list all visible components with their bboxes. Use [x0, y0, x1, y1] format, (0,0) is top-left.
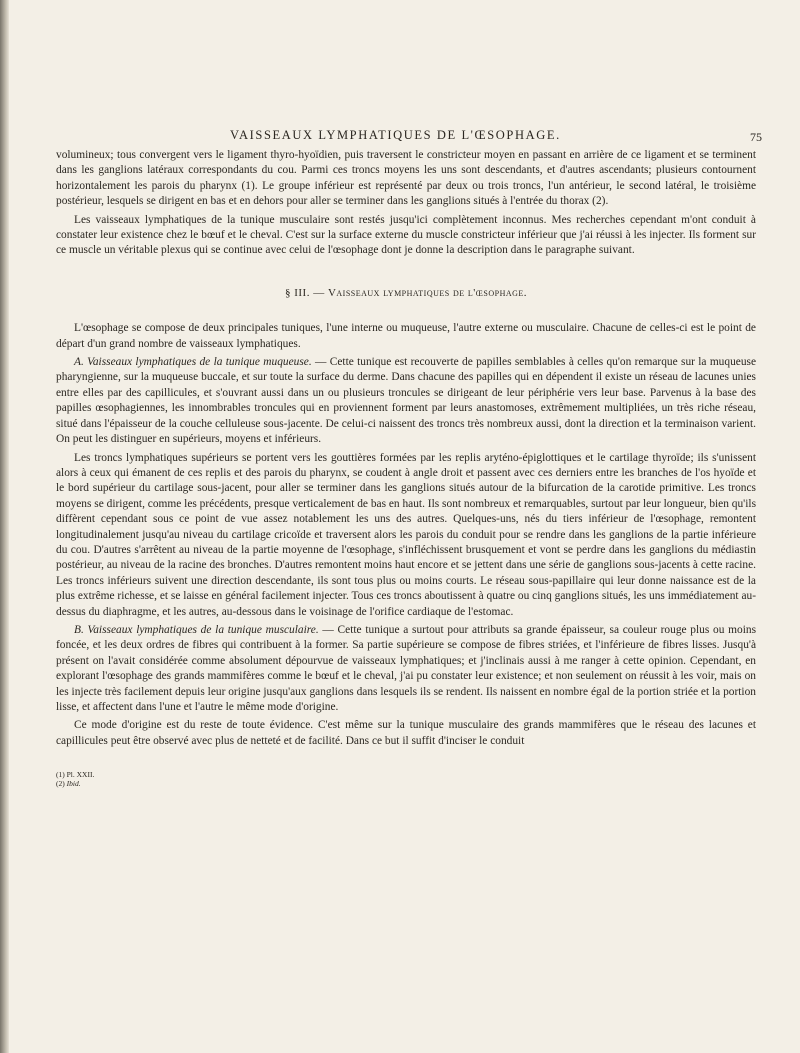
- footnote-number: (2): [56, 779, 65, 789]
- paragraph: [56, 355, 756, 447]
- section-heading: [56, 286, 756, 301]
- paragraph: L'œsophage se compose de deux principales tuniques, l'une interne ou muqueuse, l'autre externe ou musculaire. Chacune de celles-ci est le point de départ d'un grand nombre de vaisseaux lymphatiques.: [56, 322, 756, 350]
- binding-edge: [0, 0, 9, 1053]
- paragraph: [56, 623, 756, 715]
- running-title: VAISSEAUX LYMPHATIQUES DE L'ŒSOPHAGE.: [230, 128, 561, 142]
- section-heading-text: Vaisseaux lymphatiques de l'œsophage.: [327, 286, 528, 299]
- page-body: [56, 128, 762, 789]
- paragraph: Les troncs lymphatiques supérieurs se portent vers les gouttières formées par les replis aryténo-épiglottiques et le cartilage thyroïde; ils s'unissent alors à ceux qui émanent de ces replis et des parois du pharynx, se coudent à angle droit et passent avec ces derniers entre les branches de l'os hyoïde et le bord supérieur du cartilage sous-jacent, pour aller se terminer dans les ganglions situés autour de la bifurcation de la carotide primitive. Les troncs moyens se dirigent, comme les précédents, presque verticalement de bas en haut. Ils sont nombreux et remarquables, surtout par leur longueur, bien qu'ils diffèrent cependant sous ce point de vue assez notablement les uns des autres. Quelques-uns, nés du tiers inférieur de l'œsophage, remontent longitudinalement jusqu'au niveau du cartilage cricoïde et traversent alors les parois du conduit pour se rendre dans les ganglions de la partie inférieure du cou. D'autres s'arrêtent au niveau de la partie moyenne de l'œsophage, s'infléchissent brusquement et vont se perdre dans les ganglions du médiastin postérieur, au niveau de la racine des bronches. D'autres remontent moins haut encore et se jettent dans une série de ganglions sous-jacents à cette racine. Les troncs inférieurs suivent une direction descendante, ils sont tous plus ou moins courts. Le réseau sous-papillaire qui leur donne naissance est de la plus extrême richesse, et se laisse en général facilement injecter. Tous ces troncs aboutissent à quatre ou cinq ganglions situés, les uns immédiatement au-dessus du diaphragme, et les autres, au-dessous dans le voisinage de l'orifice cardiaque de l'estomac.: [56, 451, 756, 618]
- paragraph: Les vaisseaux lymphatiques de la tunique musculaire sont restés jusqu'ici complètement inconnus. Mes recherches cependant m'ont conduit à constater leur existence chez le bœuf et le cheval. C'est sur la surface externe du muscle constricteur inférieur que j'ai réussi à les injecter. Ils forment sur ce muscle un véritable plexus qui se continue avec celui de l'œsophage dont je donne la description dans le paragraphe suivant.: [56, 213, 756, 257]
- footnotes: [56, 770, 756, 788]
- page-number: 75: [750, 130, 762, 144]
- paragraph: Ce mode d'origine est du reste de toute évidence. C'est même sur la tunique musculaire des grands mammifères que le réseau des lacunes et capillicules peut être observé avec plus de netteté et de facilité. Dans ce but il suffit d'inciser le conduit: [56, 719, 756, 747]
- paragraph: volumineux; tous convergent vers le ligament thyro-hyoïdien, puis traversent le constricteur moyen en passant en arrière de ce ligament et se terminent dans les ganglions latéraux correspondants du cou. Parmi ces troncs moyens les uns sont descendants, et d'autres ascendants; plusieurs contournent horizontalement les parois du pharynx (1). Le groupe inférieur est représenté par deux ou trois troncs, l'un antérieur, le second latéral, le troisième postérieur, lesquels se dirigent en bas et en dehors pour aller se terminer dans les ganglions situés à l'entrée du thorax (2).: [56, 149, 756, 208]
- footnote-text: Ibid.: [66, 779, 81, 789]
- subsection-lead: B. Vaisseaux lymphatiques de la tunique musculaire.: [74, 623, 319, 636]
- paragraph-text: — Cette tunique a surtout pour attributs sa grande épaisseur, sa couleur rouge plus ou moins foncée, et les deux ordres de fibres qui contribuent à la former. Sa partie supérieure se compose de fibres striées, et l'inférieure de fibres lisses. Jusqu'à présent on l'avait considérée comme absolument dépourvue de vaisseaux lymphatiques; et j'inclinais aussi à me ranger à cette opinion. Cependant, en explorant l'œsophage des grands mammifères comme le bœuf et le cheval, j'ai pu constater leur existence; et non seulement on réussit à les voir, mais on les injecte très facilement depuis leur origine jusqu'aux ganglions dans lesquels ils se rendent. Ils naissent en nombre égal de la portion striée et la portion lisse, et affectent dans l'une et l'autre le même mode d'origine.: [56, 623, 757, 713]
- running-head: [56, 128, 762, 148]
- footnote: (1) Pl. XXII.: [56, 770, 95, 780]
- body-text: [56, 148, 756, 749]
- subsection-lead: A. Vaisseaux lymphatiques de la tunique muqueuse.: [74, 356, 312, 369]
- paragraph-text: — Cette tunique est recouverte de papilles semblables à celles qu'on remarque sur la muqueuse pharyngienne, sur la muqueuse buccale, et sur toute la surface du derme. Dans chacune des papilles qui en dépendent il existe un réseau de lacunes unies entre elles par des capillicules, et s'ouvrant aussi dans un ou plusieurs troncules se dirigeant de leur périphérie vers leur base. Parvenus à la base des papilles œsophagiennes, les innombrables troncules qui en proviennent forment par leurs anastomoses, extrêmement multipliées, un très riche réseau, situé dans l'épaisseur de la couche celluleuse sous-jacente. De celui-ci naissent des troncs très nombreux aussi, dont la direction et la terminaison varient. On peut les distinguer en supérieurs, moyens et inférieurs.: [56, 356, 757, 446]
- section-number: § III. —: [284, 286, 325, 299]
- footnote: [56, 779, 756, 788]
